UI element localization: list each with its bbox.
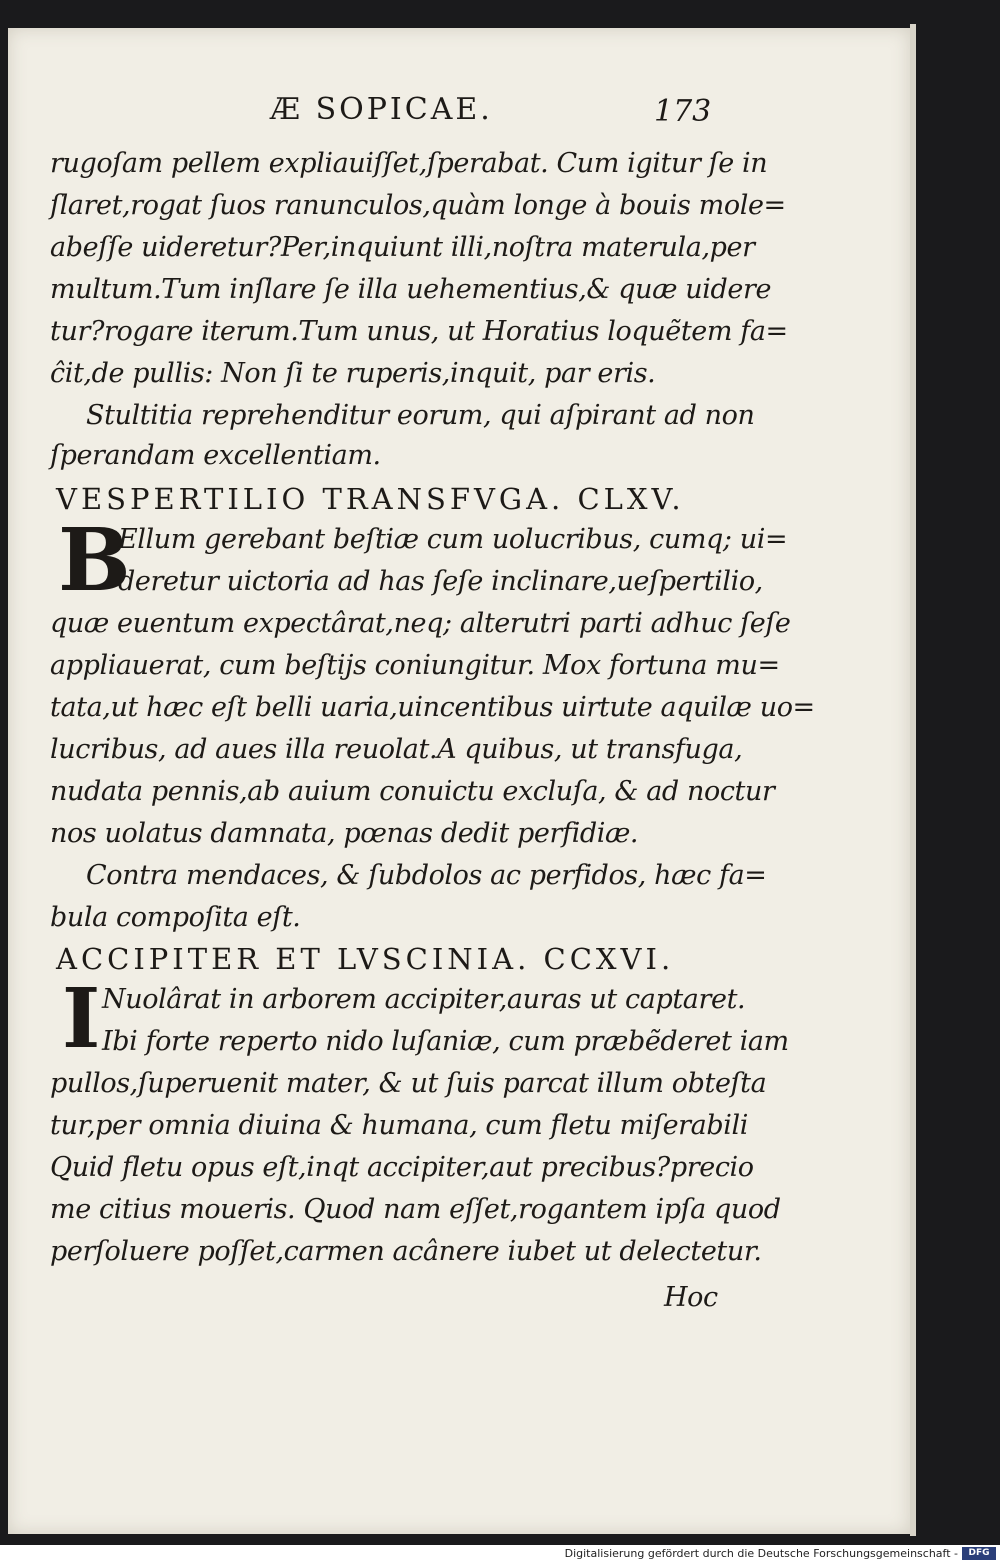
text-line: tata,ut hæc eſt belli uaria,uincentibus uirtute aquilæ uo= — [50, 692, 815, 723]
text-line: deretur uictoria ad has ſeſe inclinare,ueſpertilio, — [118, 566, 763, 597]
text-line: Ibi forte reperto nido luſaniæ, cum præbẽderet iam — [102, 1026, 789, 1057]
text-line: tur?rogare iterum.Tum unus, ut Horatius loquẽtem fa= — [50, 316, 788, 347]
text-line: Quid fletu opus eſt,inqt accipiter,aut precibus?precio — [50, 1152, 754, 1183]
text-line: nos uolatus damnata, pœnas dedit perfidiæ. — [50, 818, 639, 849]
text-line: lucribus, ad aues illa reuolat.A quibus, ut transfuga, — [50, 734, 743, 765]
funding-credit: Digitalisierung gefördert durch die Deutsche Forschungsgemeinschaft - — [564, 1547, 958, 1560]
text-line: appliauerat, cum beſtijs coniungitur. Mox fortuna mu= — [50, 650, 780, 681]
text-line: bula compoſita eſt. — [50, 902, 301, 933]
text-line: ſlaret,rogat ſuos ranunculos,quàm longe à bouis mole= — [50, 190, 786, 221]
page-number: 173 — [654, 94, 712, 129]
text-line: ĉit,de pullis: Non ſi te ruperis,inquit, par eris. — [50, 358, 656, 389]
text-line: multum.Tum inſlare ſe illa uehementius,& quæ uidere — [50, 274, 772, 305]
dfg-logo[interactable]: DFG — [962, 1547, 996, 1560]
text-line: ſperandam excellentiam. — [50, 440, 381, 471]
text-line: rugoſam pellem expliauiſſet,ſperabat. Cum igitur ſe in — [50, 148, 768, 179]
catchword: Hoc — [664, 1282, 718, 1313]
text-line: Contra mendaces, & ſubdolos ac perfidos, hæc fa= — [86, 860, 767, 891]
text-line: abeſſe uideretur?Per,inquiunt illi,noſtra materula,per — [50, 232, 755, 263]
text-line: Stultitia reprehenditur eorum, qui aſpirant ad non — [86, 400, 755, 431]
page-edge — [910, 24, 916, 1536]
text-line: me citius moueris. Quod nam eſſet,rogantem ipſa quod — [50, 1194, 781, 1225]
text-line: pullos,ſuperuenit mater, & ut ſuis parcat illum obteſta — [50, 1068, 767, 1099]
text-line: nudata pennis,ab auium conuictu excluſa, & ad noctur — [50, 776, 775, 807]
text-line: Nuolârat in arborem accipiter,auras ut captaret. — [102, 984, 746, 1015]
fable-heading: VESPERTILIO TRANSFVGA. CLXV. — [56, 482, 685, 516]
drop-capital: I — [62, 971, 101, 1067]
text-line: tur,per omnia diuina & humana, cum fletu miſerabili — [50, 1110, 748, 1141]
drop-capital: B — [58, 510, 131, 611]
running-head: Æ SOPICAE. — [270, 92, 493, 127]
fable-heading: ACCIPITER ET LVSCINIA. CCXVI. — [56, 942, 675, 976]
text-line: Ellum gerebant beſtiæ cum uolucribus, cumq; ui= — [118, 524, 788, 555]
text-line: quæ euentum expectârat,neq; alterutri parti adhuc ſeſe — [50, 608, 791, 639]
text-line: perſoluere poſſet,carmen acânere iubet ut delectetur. — [50, 1236, 762, 1267]
